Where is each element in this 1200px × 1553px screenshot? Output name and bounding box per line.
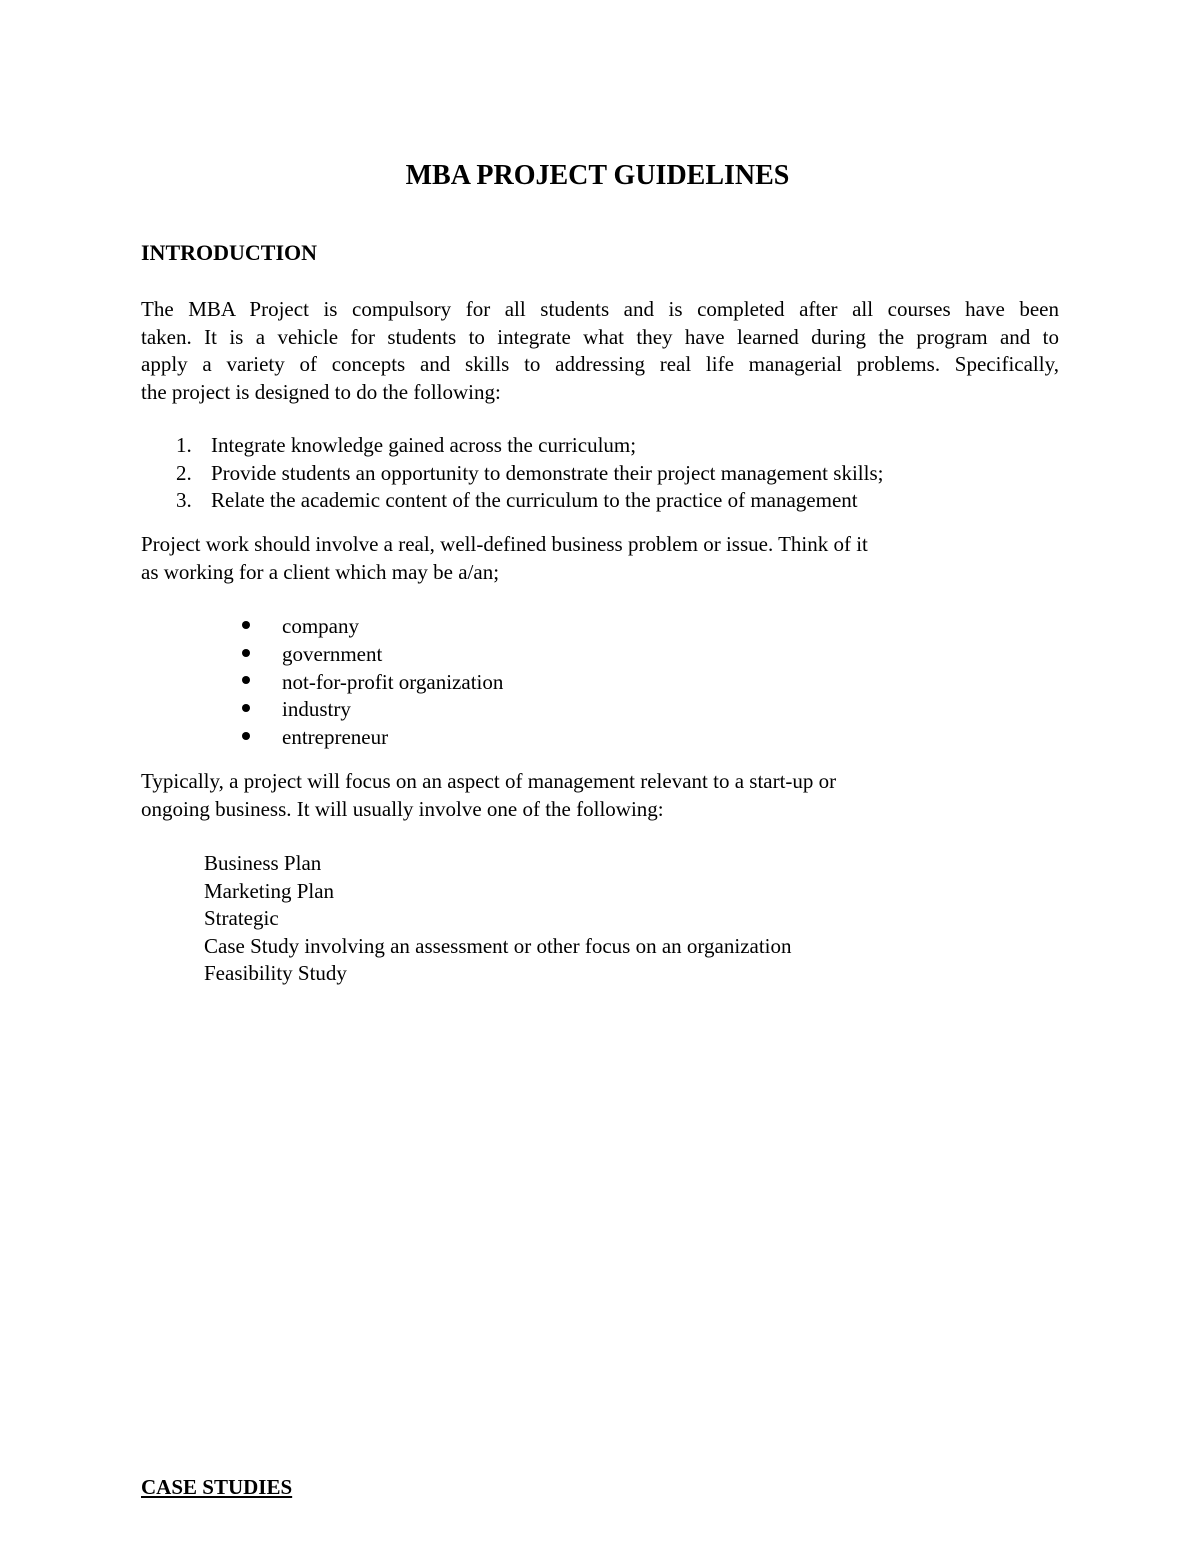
intro-paragraph-line: apply a variety of concepts and skills to addressing real life managerial problems. Specifically, — [141, 352, 1059, 376]
client-type-text: industry — [282, 697, 351, 722]
case-studies-heading: CASE STUDIES — [141, 1475, 293, 1499]
project-type-item: Case Study involving an assessment or other focus on an organization — [204, 933, 792, 958]
client-type-item — [242, 641, 503, 669]
objective-item — [141, 460, 883, 488]
objective-number: 3. — [176, 488, 192, 512]
intro-paragraph-line: The MBA Project is compulsory for all students and is completed after all courses have been — [141, 297, 1059, 321]
objective-text: Relate the academic content of the curriculum to the practice of management — [211, 488, 858, 512]
objective-text: Provide students an opportunity to demonstrate their project management skills; — [211, 460, 884, 485]
client-type-text: company — [282, 614, 359, 638]
objective-text: Integrate knowledge gained across the curriculum; — [211, 433, 637, 457]
objective-item — [141, 432, 883, 460]
focus-paragraph — [141, 768, 836, 823]
client-type-item — [242, 613, 503, 641]
document-title: MBA PROJECT GUIDELINES — [405, 160, 790, 191]
client-paragraph-line: Project work should involve a real, well-defined business problem or issue. Think of it — [141, 532, 868, 556]
intro-paragraph-line: taken. It is a vehicle for students to integrate what they have learned during the program and to — [141, 324, 1059, 349]
client-type-item — [242, 696, 503, 724]
project-type-item: Strategic — [204, 906, 279, 931]
client-type-item — [242, 724, 503, 752]
objectives-list — [141, 432, 883, 515]
intro-paragraph-line: the project is designed to do the following: — [141, 379, 501, 404]
client-type-text: entrepreneur — [282, 725, 389, 750]
project-type-item: Business Plan — [204, 851, 322, 875]
focus-paragraph-line: ongoing business. It will usually involve one of the following: — [141, 796, 664, 821]
client-type-item — [242, 669, 503, 697]
objective-number: 2. — [176, 460, 192, 485]
client-types-list — [242, 613, 503, 752]
objective-number: 1. — [176, 433, 192, 457]
bullet-icon — [242, 676, 250, 684]
bullet-icon — [242, 621, 250, 629]
project-type-item: Marketing Plan — [204, 878, 335, 903]
introduction-heading: INTRODUCTION — [141, 240, 318, 265]
objective-item — [141, 487, 883, 515]
intro-paragraph — [141, 296, 1059, 406]
bullet-icon — [242, 704, 250, 712]
bullet-icon — [242, 732, 250, 740]
project-types-list — [204, 850, 792, 988]
bullet-icon — [242, 649, 250, 657]
client-paragraph-line: as working for a client which may be a/an; — [141, 559, 500, 584]
focus-paragraph-line: Typically, a project will focus on an aspect of management relevant to a start-up or — [141, 769, 837, 793]
client-type-text: not-for-profit organization — [282, 669, 504, 694]
client-paragraph — [141, 531, 868, 586]
client-type-text: government — [282, 641, 383, 666]
project-type-item: Feasibility Study — [204, 961, 347, 986]
